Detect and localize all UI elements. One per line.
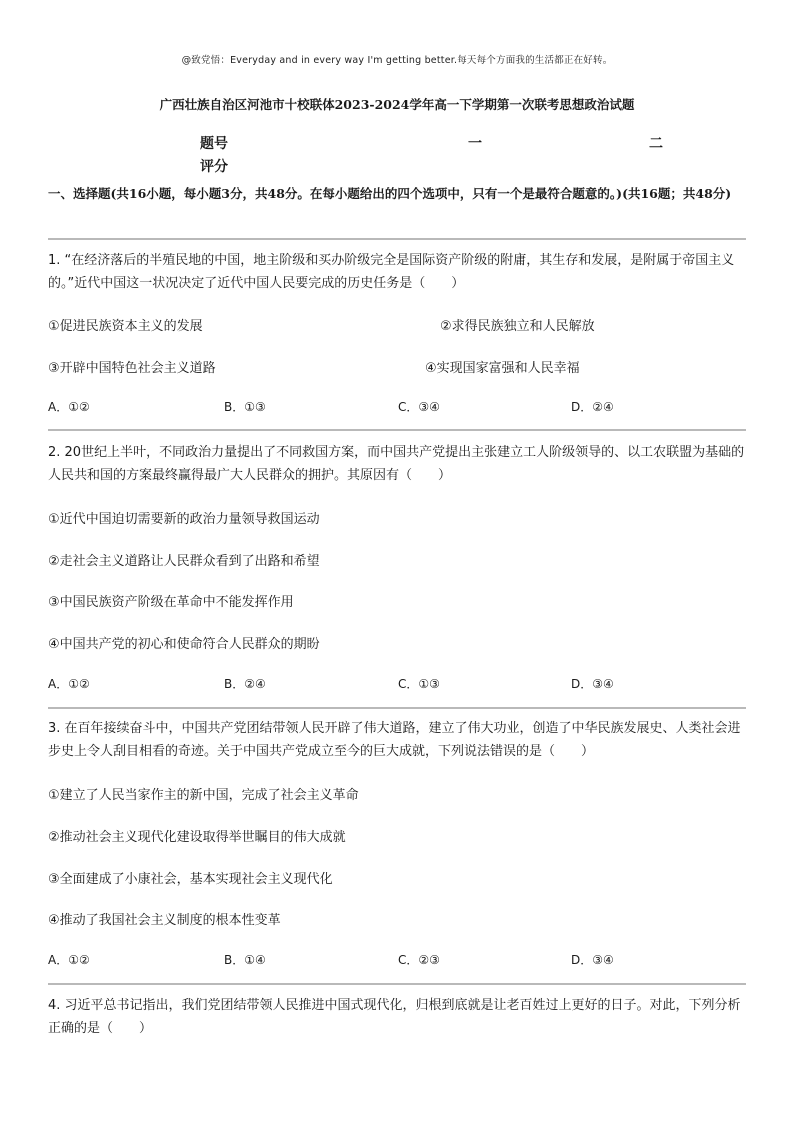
question-3-item-3: ③全面建成了小康社会，基本实现社会主义现代化 (48, 872, 333, 887)
question-1-item-4: ④实现国家富强和人民幸福 (425, 361, 580, 376)
question-2-choice-b[interactable]: B．②④ (224, 677, 266, 691)
score-col-2: 二 (649, 136, 663, 152)
question-2-item-4: ④中国共产党的初心和使命符合人民群众的期盼 (48, 637, 320, 652)
divider (48, 983, 746, 985)
question-1-choice-a[interactable]: A．①② (48, 400, 90, 414)
question-2-item-2: ②走社会主义道路让人民群众看到了出路和希望 (48, 554, 320, 569)
question-3-choice-d[interactable]: D．③④ (571, 953, 614, 967)
divider (48, 238, 746, 240)
exam-title: 广西壮族自治区河池市十校联体2023-2024学年高一下学期第一次联考思想政治试题 (159, 97, 635, 112)
score-row-label-number: 题号 (200, 136, 228, 152)
question-2-stem: 2. 20世纪上半叶，不同政治力量提出了不同救国方案，而中国共产党提出主张建立工人阶级领导的、以工农联盟为基础的人民共和国的方案最终赢得最广大人民群众的拥护。其原因有（ ） (48, 445, 745, 483)
question-1-choice-d[interactable]: D．②④ (571, 400, 614, 414)
section-heading: 一、选择题(共16小题，每小题3分，共48分。在每小题给出的四个选项中，只有一个是最符合题意的。)(共16题；共48分) (48, 186, 732, 201)
question-1-item-2: ②求得民族独立和人民解放 (440, 319, 595, 334)
question-1-choice-c[interactable]: C．③④ (398, 400, 440, 414)
question-2-item-3: ③中国民族资产阶级在革命中不能发挥作用 (48, 595, 294, 610)
page-motto: @致党悟：Everyday and in every way I'm getting better.每天每个方面我的生活都正在好转。 (181, 55, 613, 66)
question-2-choice-d[interactable]: D．③④ (571, 677, 614, 691)
question-1-choice-b[interactable]: B．①③ (224, 400, 266, 414)
question-1-stem: 1. “在经济落后的半殖民地的中国，地主阶级和买办阶级完全是国际资产阶级的附庸，其生存和发展，是附属于帝国主义的。”近代中国这一状况决定了近代中国人民要完成的历史任务是（ ） (48, 253, 735, 291)
question-3-item-2: ②推动社会主义现代化建设取得举世瞩目的伟大成就 (48, 830, 346, 845)
question-2-choice-a[interactable]: A．①② (48, 677, 90, 691)
score-col-1: 一 (468, 136, 482, 152)
question-3-stem: 3. 在百年接续奋斗中，中国共产党团结带领人民开辟了伟大道路，建立了伟大功业，创造了中华民族发展史、人类社会进步史上令人刮目相看的奇迹。关于中国共产党成立至今的巨大成就，下列说法错误的是（ ） (48, 721, 741, 759)
question-2-choice-c[interactable]: C．①③ (398, 677, 440, 691)
divider (48, 429, 746, 431)
question-1-item-1: ①促进民族资本主义的发展 (48, 319, 203, 334)
question-2-item-1: ①近代中国迫切需要新的政治力量领导救国运动 (48, 512, 320, 527)
question-3-choice-b[interactable]: B．①④ (224, 953, 266, 967)
question-4-stem: 4. 习近平总书记指出，我们党团结带领人民推进中国式现代化，归根到底就是让老百姓过上更好的日子。对此，下列分析正确的是（ ） (48, 998, 741, 1036)
question-1-item-3: ③开辟中国特色社会主义道路 (48, 361, 216, 376)
question-3-choice-a[interactable]: A．①② (48, 953, 90, 967)
question-3-item-4: ④推动了我国社会主义制度的根本性变革 (48, 913, 281, 928)
divider (48, 707, 746, 709)
question-3-choice-c[interactable]: C．②③ (398, 953, 440, 967)
question-3-item-1: ①建立了人民当家作主的新中国，完成了社会主义革命 (48, 788, 359, 803)
score-row-label-score: 评分 (200, 159, 228, 175)
